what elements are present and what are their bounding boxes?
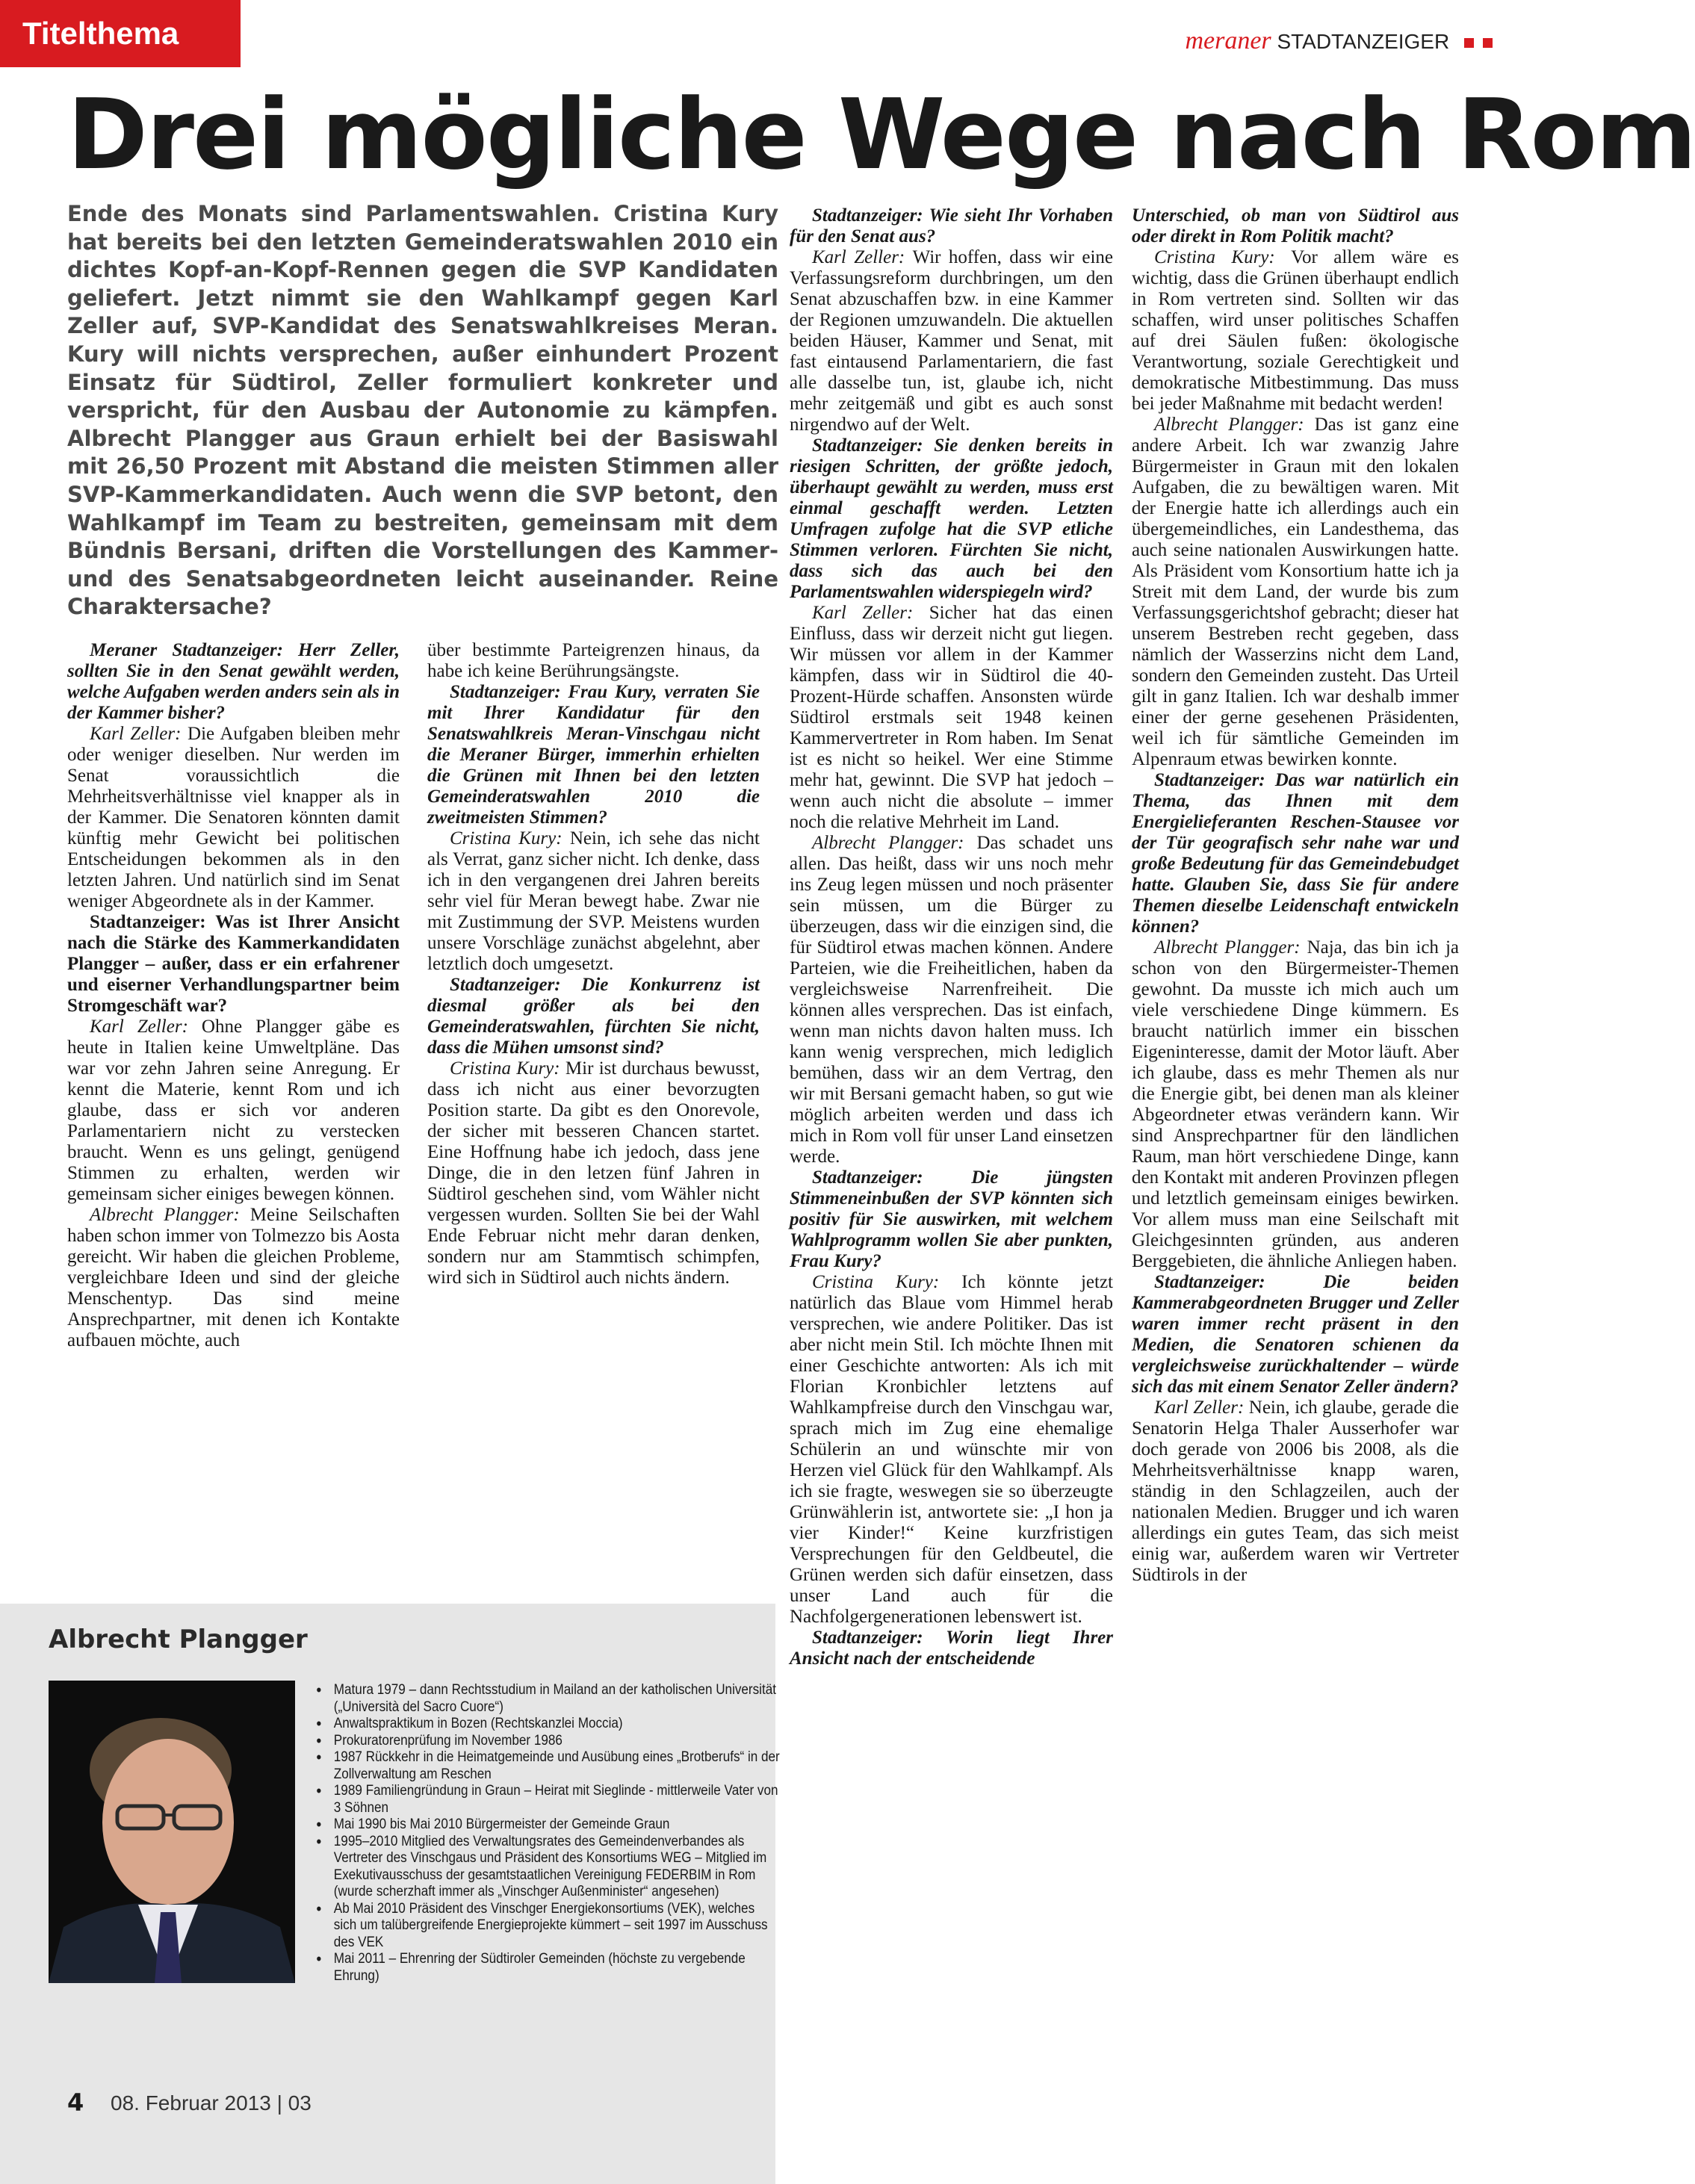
question-paragraph [67,640,400,724]
section-tag: Titelthema [0,0,241,67]
question-paragraph [790,205,1113,247]
bio-item: • 1989 Familiengründung in Graun – Heirat mit Sieglinde - mittlerweile Vater von 3 Söhnen [312,1783,780,1817]
paragraph-text: Nein, ich sehe das nicht als Verrat, ganz sicher nicht. Ich denke, dass ich in den vergangenen drei Jahren bereits sehr viel für Meran bewegt habe. Zwar nie mit Zustimmung der SVP. Meistens wurden unsere Vorschläge zunächst abgelehnt, aber letztlich doch umgesetzt. [427,828,760,974]
question-paragraph [427,682,760,828]
speaker-label: Cristina Kury: [1154,247,1292,267]
speaker-label: Stadtanzeiger: [812,1628,946,1648]
headline: Drei mögliche Wege nach Rom [67,78,1695,191]
paragraph-text: Nein, ich glaube, gerade die Senatorin Helga Thaler Ausserhofer war doch gerade von 2006 bis 2008, als die Mehrheitsverhältnisse knapp waren, ständig in den Schlagzeilen, auch der nationalen Medien. Brugger und ich waren allerdings ein gutes Team, das sich meist einig war, außerdem waren wir Vertreter Südtirols in der [1132,1397,1459,1585]
speaker-label: Stadtanzeiger: [1154,1272,1324,1292]
speaker-label: Stadtanzeiger: [812,1167,972,1188]
speaker-label: Albrecht Plangger: [1154,937,1307,958]
bio-item: • Ab Mai 2010 Präsident des Vinschger Energiekonsortiums (VEK), welches sich um talübergreifende Energieprojekte kümmert – seit 1997 im Ausschuss des VEK [312,1901,780,1952]
answer-paragraph [427,640,760,682]
portrait-image [49,1681,295,1983]
paragraph-text: Naja, das bin ich ja schon von den Bürgermeister-Themen gewohnt. Da musste ich mich auch um viele verschiedene Dinge kümmern. Es braucht natürlich immer ein bisschen Eigeninteresse, damit der Motor läuft. Aber ich glaube, dass es mehr Themen als nur die Energie gibt, bei denen man als kleiner Abgeordneter etwas verändern kann. Wir sind Ansprechpartner für den ländlichen Raum, man hört verschiedene Dinge, kann den Kontakt mit anderen Provinzen pflegen und letztlich gemeinsam einiges bewirken. Vor allem muss man eine Seilschaft mit Gleichgesinnten gründen, aus anderen Berggebieten, die ähnliche Anliegen haben. [1132,937,1459,1271]
speaker-label: Karl Zeller: [812,247,913,267]
answer-paragraph [67,1205,400,1351]
paragraph-text: Sie denken bereits in riesigen Schritten, der größte jedoch, überhaupt gewählt zu werden, muss erst einmal geschafft werden. Letzten Umfragen zufolge hat die SVP etliche Stimmen verloren. Fürchten Sie nicht, dass sich das auch bei den Parlamentswahlen widerspiegeln wird? [790,435,1114,602]
bio-item: • Mai 2011 – Ehrenring der Südtiroler Gemeinden (höchste zu vergebende Ehrung) [312,1951,780,1985]
paragraph-text: über bestimmte Parteigrenzen hinaus, da habe ich keine Berührungsängste. [427,640,760,681]
bio-title: Albrecht Plangger [49,1625,308,1654]
question-paragraph [427,975,760,1058]
speaker-label: Stadtanzeiger: [450,682,568,702]
speaker-label: Cristina Kury: [450,828,570,849]
bio-item: • Matura 1979 – dann Rechtsstudium in Mailand an der katholischen Universität („Università del Sacro Cuore“) [312,1682,780,1716]
paragraph-text: Das ist ganz eine andere Arbeit. Ich war zwanzig Jahre Bürgermeister in Graun mit den lokalen Aufgaben, die zu bewältigen waren. Mit der Energie hatte ich allerdings auch ein übergemeindliches, ein Landesthema, das auch seine nationalen Auswirkungen hatte. Als Präsident vom Konsortium hatte ich ja Streit mit dem Land, der wurde bis zum Verfassungsgerichtshof gebracht; dieser hat unserem Bestreben recht gegeben, dass nämlich der Wasserzins nicht dem Land, sondern den Gemeinden zusteht. Das Urteil gilt in ganz Italien. Ich war deshalb immer einer der gerne gesehenen Präsidenten, weil ich für sämtliche Gemeinden im Alpenraum etwas bewirken konnte. [1132,415,1459,769]
question-paragraph [790,1628,1113,1669]
speaker-label: Cristina Kury: [812,1272,962,1292]
paragraph-text: Unterschied, ob man von Südtirol aus oder direkt in Rom Politik macht? [1132,205,1459,246]
paragraph-text: Herr Zeller, sollten Sie in den Senat gewählt werden, welche Aufgaben werden anders sein als in der Kammer bisher? [67,640,400,723]
paragraph-text: Frau Kury, verraten Sie mit Ihrer Kandidatur für den Senatswahlkreis Meran-Vinschgau nicht die Meraner Bürger, immerhin erhielten die Grünen mit Ihnen bei den letzten Gemeinderatswahlen 2010 die zweitmeisten Stimmen? [427,682,760,828]
article-column-4 [1132,205,1459,1586]
speaker-label: Karl Zeller: [1154,1397,1249,1418]
article-column-2 [427,640,760,1288]
paragraph-text: Worin liegt Ihrer Ansicht nach der entscheidende [790,1628,1113,1669]
speaker-label: Meraner Stadtanzeiger: [90,640,298,660]
paragraph-text: Vor allem wäre es wichtig, dass die Grünen überhaupt endlich in Rom vertreten sind. Sollten wir das schaffen, wird unser politisches Schaffen auf drei Säulen fußen: ökologische Verantwortung, soziale Gerechtigkeit und demokratische Mitbestimmung. Das muss bei jeder Maßnahme mit bedacht werden! [1132,247,1459,414]
bio-item: • Prokuratorenprüfung im November 1986 [312,1733,780,1750]
paragraph-text: Das schadet uns allen. Das heißt, dass wir uns noch mehr ins Zeug legen müssen und noch präsenter sein müssen, um die Bürger zu überzeugen, dass wir die einzigen sind, die für Südtirol etwas machen können. Andere Parteien, wie die Freiheitlichen, haben da vergleichsweise Narrenfreiheit. Die können alles versprechen. Das ist einfach, wenn man nichts davon halten muss. Ich kann wenig versprechen, mich lediglich bemühen, dass wir an dem Vertrag, den wir mit Bersani gemacht haben, so gut wie möglich arbeiten werden und dass ich mich in Rom voll für unser Land einsetzen werde. [790,833,1113,1167]
answer-paragraph [790,603,1113,833]
speaker-label: Stadtanzeiger: [812,205,929,226]
issue-date: 08. Februar 2013 | 03 [111,2091,312,2115]
answer-paragraph [1132,1397,1459,1586]
paragraph-text: Wie sieht Ihr Vorhaben für den Senat aus? [790,205,1113,246]
article-column-1 [67,640,400,1351]
question-paragraph [1132,1272,1459,1397]
brand-square-icon [1464,38,1474,48]
answer-paragraph [1132,247,1459,415]
question-paragraph [1132,770,1459,937]
question-paragraph [1132,205,1459,247]
paragraph-text: Sicher hat das einen Einfluss, dass wir derzeit nicht gut liegen. Wir müssen vor allem in der Kammer kämpfen, dass wir in Südtirol die 40-Prozent-Hürde schaffen. Ansonsten würde Südtirol erstmals seit 1948 keinen Kammervertreter in Rom haben. Im Senat ist es nicht so heikel. Wer eine Stimme mehr hat, gewinnt. Die SVP hat jedoch – wenn auch nicht die absolute – immer noch die relative Mehrheit im Land. [790,603,1113,832]
speaker-label: Albrecht Plangger: [1154,415,1315,435]
speaker-label: Albrecht Plangger: [812,833,977,853]
question-paragraph [67,912,400,1017]
bio-item: • Anwaltspraktikum in Bozen (Rechtskanzlei Moccia) [312,1716,780,1733]
brand-square-icon [1483,38,1493,48]
question-paragraph [790,435,1113,603]
speaker-label: Stadtanzeiger: [450,975,582,995]
answer-paragraph [67,1017,400,1205]
question-paragraph [790,1167,1113,1272]
paragraph-text: Die Konkurrenz ist diesmal größer als bei den Gemeinderatswahlen, fürchten Sie nicht, dass die Mühen umsonst sind? [427,975,760,1058]
bio-list [312,1682,780,1985]
answer-paragraph [1132,415,1459,770]
bio-item: • 1987 Rückkehr in die Heimatgemeinde und Ausübung eines „Brotberufs“ in der Zollverwaltung am Reschen [312,1749,780,1783]
paragraph-text: Wir hoffen, dass wir eine Verfassungsreform durchbringen, um den Senat abzuschaffen bzw. in eine Kammer der Regionen umzuwandeln. Die aktuellen beiden Häuser, Kammer und Senat, mit fast eintausend Parlamentariern, die fast alle dasselbe tun, ist, glaube ich, nicht mehr zeitgemäß und gibt es auch sonst nirgendwo auf der Welt. [790,247,1113,435]
answer-paragraph [790,247,1113,435]
speaker-label: Stadtanzeiger: [1154,770,1275,790]
lead-paragraph: Ende des Monats sind Parlamentswahlen. Cristina Kury hat bereits bei den letzten Gemeinderatswahlen 2010 ein dichtes Kopf-an-Kopf-Rennen gegen die SVP Kandidaten geliefert. Jetzt nimmt sie den Wahlkampf gegen Karl Zeller auf, SVP-Kandidat des Senatswahlkreises Meran. Kury will nichts versprechen, außer einhundert Prozent Einsatz für Südtirol, Zeller formuliert konkreter und verspricht, für den Ausbau der Autonomie zu kämpfen. Albrecht Plangger aus Graun erhielt bei der Basiswahl mit 26,50 Prozent mit Abstand die meisten Stimmen aller SVP-Kammerkandidaten. Auch wenn die SVP betont, den Wahlkampf im Team zu bestreiten, gemeinsam mit dem Bündnis Bersani, driften die Vorstellungen des Kammer- und des Senatsabgeordneten leicht auseinander. Reine Charaktersache? [67,201,778,620]
paragraph-text: Das war natürlich ein Thema, das Ihnen mit dem Energielieferanten Reschen-Stausee vor der Tür geografisch sehr nahe war und große Bedeutung für das Gemeindebudget hatte. Glauben Sie, dass Sie für andere Themen dieselbe Leidenschaft entwickeln können? [1132,770,1459,937]
paragraph-text: Was ist Ihrer Ansicht nach die Stärke des Kammerkandidaten Plangger – außer, dass er ein erfahrener und eiserner Verhandlungspartner beim Stromgeschäft war? [67,912,400,1016]
speaker-label: Stadtanzeiger: [812,435,935,456]
paragraph-text: Die jüngsten Stimmeneinbußen der SVP könnten sich positiv für Sie auswirken, mit welchem Wahlprogramm wollen Sie aber punkten, Frau Kury? [790,1167,1113,1271]
paragraph-text: Ohne Plangger gäbe es heute in Italien keine Umweltpläne. Das war vor zehn Jahren seine Anregung. Er kennt die Materie, kennt Rom und ich glaube, dass er sich vor anderen Parlamentariern nicht zu verstecken braucht. Wenn es uns gelingt, genügend Stimmen zu erhalten, werden wir gemeinsam sicher einiges bewegen können. [67,1017,400,1204]
bio-item: • Mai 1990 bis Mai 2010 Bürgermeister der Gemeinde Graun [312,1817,780,1834]
brand-logo: meraner [1185,27,1271,55]
brand-name: STADTANZEIGER [1277,30,1450,53]
answer-paragraph [790,833,1113,1167]
paragraph-text: Ich könnte jetzt natürlich das Blaue vom Himmel herab versprechen, wie andere Politiker. Das ist aber nicht mein Stil. Ich möchte Ihnen mit einer Geschichte antworten: Als ich mit Florian Kronbichler letztens auf Wahlkampfreise durch den Vinschgau war, sprach mich im Zug eine ehemalige Schülerin an und wünschte mir von Herzen viel Glück für den Wahlkampf. Als ich sie fragte, weswegen sie so überzeugte Grünwählerin ist, antwortete sie: „I hon ja vier Kinder!“ Keine kurzfristigen Versprechungen für den Geldbeutel, die Grünen werden sich dafür einsetzen, dass unser Land auch für die Nachfolgergenerationen lebenswert ist. [790,1272,1114,1627]
speaker-label: Albrecht Plangger: [90,1205,250,1225]
paragraph-text: Die Aufgaben bleiben mehr oder weniger dieselben. Nur werden im Senat voraussichtlich die Mehrheitsverhältnisse viel knapper als in der Kammer. Die Senatoren könnten damit künftig mehr Gewicht bei politischen Entscheidungen bekommen als in den letzten Jahren. Und natürlich sind im Senat weniger Abgeordnete als in der Kammer. [67,724,400,911]
paragraph-text: Meine Seilschaften haben schon immer von Tolmezzo bis Aosta gereicht. Wir haben die gleichen Probleme, vergleichbare Ideen und sind der gleiche Menschentyp. Das sind meine Ansprechpartner, mit denen ich Kontakte aufbauen möchte, auch [67,1205,400,1350]
answer-paragraph [67,724,400,912]
page-number: 4 [67,2088,84,2117]
paragraph-text: Die beiden Kammerabgeordneten Brugger und Zeller waren immer recht präsent in den Medien, die Senatoren schienen da vergleichsweise zurückhaltender – würde sich das mit einem Senator Zeller ändern? [1132,1272,1460,1397]
publication-brand [1185,27,1493,55]
speaker-label: Karl Zeller: [90,1017,202,1037]
bio-item: • 1995–2010 Mitglied des Verwaltungsrates des Gemeindenverbandes als Vertreter des Vinschgaus und Präsident des Konsortiums WEG – Mitglied im Exekutivausschuss der gesamtstaatlichen Vereinigung FEDERBIM in Rom (wurde scherzhaft immer als „Vinschger Außenminister“ angesehen) [312,1834,780,1901]
portrait-photo [49,1681,295,1983]
answer-paragraph [790,1272,1113,1628]
answer-paragraph [427,828,760,975]
answer-paragraph [427,1058,760,1288]
speaker-label: Karl Zeller: [812,603,929,623]
paragraph-text: Mir ist durchaus bewusst, dass ich nicht aus einer bevorzugten Position starte. Da gibt es den Onorevole, der sicher mit besseren Chancen startet. Eine Hoffnung habe ich jedoch, dass jene Dinge, die in den letzen fünf Jahren in Südtirol geschehen sind, vom Wähler nicht vergessen wurden. Sollten Sie bei der Wahl Ende Februar nicht mehr daran denken, sondern nur am Stammtisch schimpfen, wird sich in Südtirol auch nichts ändern. [427,1058,760,1288]
answer-paragraph [1132,937,1459,1272]
article-column-3 [790,205,1113,1669]
speaker-label: Cristina Kury: [450,1058,565,1079]
speaker-label: Karl Zeller: [90,724,188,744]
speaker-label: Stadtanzeiger: [90,912,216,932]
